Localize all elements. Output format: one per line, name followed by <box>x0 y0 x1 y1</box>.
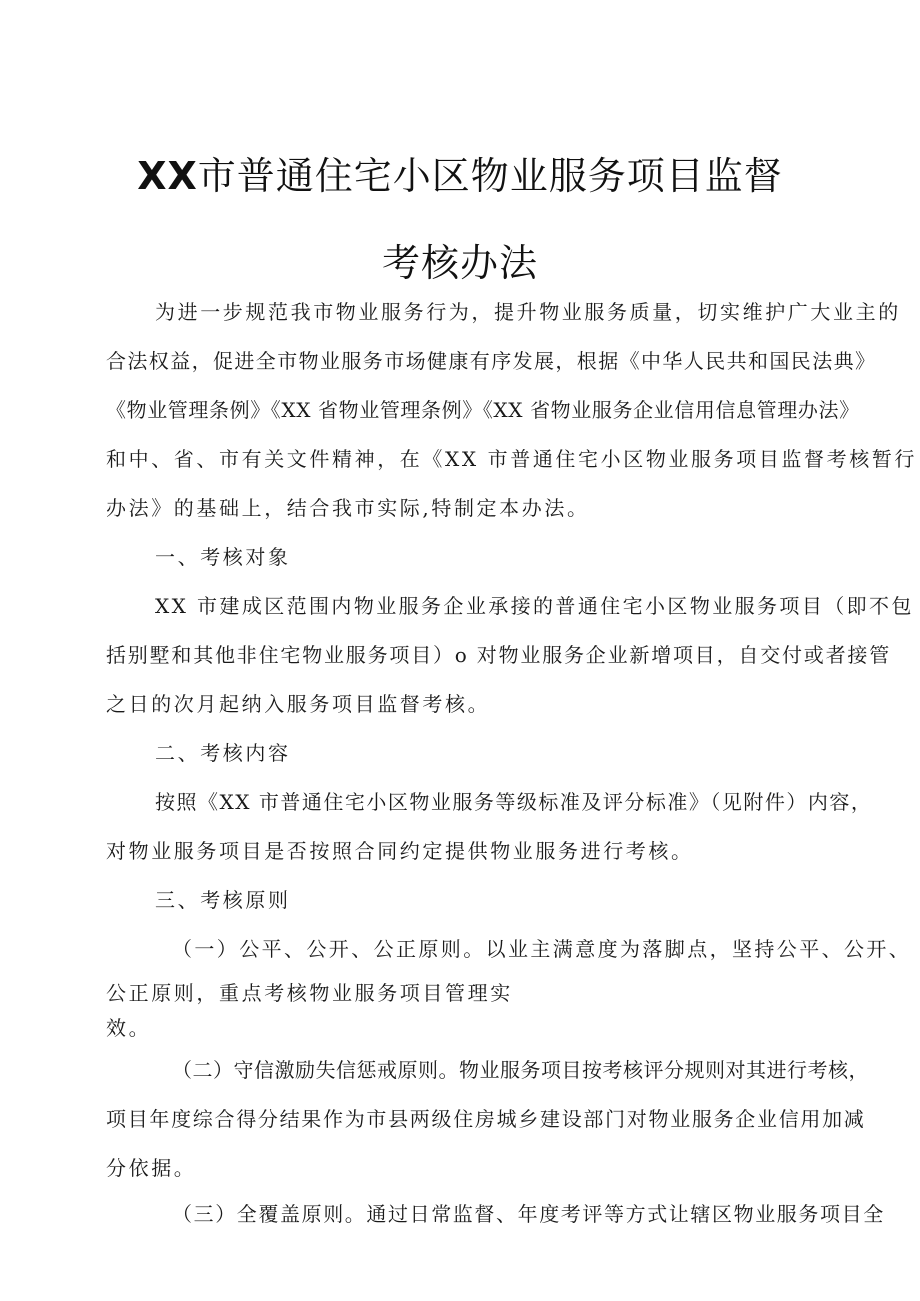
section-heading-3: 三、考核原则 <box>155 888 291 912</box>
section2-line-2: 对物业服务项目是否按照合同约定提供物业服务进行考核。 <box>106 839 694 863</box>
section-heading-1: 一、考核对象 <box>155 545 291 569</box>
principle2-line-2: 项目年度综合得分结果作为市县两级住房城乡建设部门对物业服务企业信用加减 <box>106 1107 866 1131</box>
preamble-line-5: 办法》的基础上，结合我市实际,特制定本办法。 <box>106 496 590 520</box>
principle1-line-2: 公正原则，重点考核物业服务项目管理实 <box>106 981 513 1005</box>
title-prefix: XX <box>137 154 198 198</box>
principle1-line-3: 效。 <box>106 1016 152 1040</box>
preamble-line-3: 《物业管理条例》《XX 省物业管理条例》《XX 省物业服务企业信用信息管理办法》 <box>106 398 860 422</box>
principle1-line-1: （一）公平、公开、公正原则。以业主满意度为落脚点，坚持公平、公开、 <box>172 937 912 961</box>
preamble-line-2: 合法权益，促进全市物业服务市场健康有序发展，根据《中华人民共和国民法典》 <box>106 349 877 373</box>
section1-line-1: XX 市建成区范围内物业服务企业承接的普通住宅小区物业服务项目（即不包 <box>155 594 914 618</box>
principle3-line-1: （三）全覆盖原则。通过日常监督、年度考评等方式让辖区物业服务项目全 <box>172 1202 885 1226</box>
document-title-line1 <box>0 145 920 200</box>
preamble-line-1: 为进一步规范我市物业服务行为，提升物业服务质量，切实维护广大业主的 <box>155 300 901 324</box>
principle2-line-1: （二）守信激励失信惩戒原则。物业服务项目按考核评分规则对其进行考核， <box>172 1058 869 1082</box>
principle2-line-3: 分依据。 <box>106 1156 197 1180</box>
section1-line-2: 括别墅和其他非住宅物业服务项目）o 对物业服务企业新增项目，自交付或者接管 <box>106 643 891 667</box>
section1-line-3: 之日的次月起纳入服务项目监督考核。 <box>106 692 491 716</box>
preamble-line-4: 和中、省、市有关文件精神，在《XX 市普通住宅小区物业服务项目监督考核暂行 <box>106 447 918 471</box>
document-title-line2: 考核办法 <box>381 241 538 285</box>
title-line1-rest: 市普通住宅小区物业服务项目监督 <box>197 154 783 198</box>
section-heading-2: 二、考核内容 <box>155 741 291 765</box>
section2-line-1: 按照《XX 市普通住宅小区物业服务等级标准及评分标准》（见附件）内容， <box>155 790 873 814</box>
